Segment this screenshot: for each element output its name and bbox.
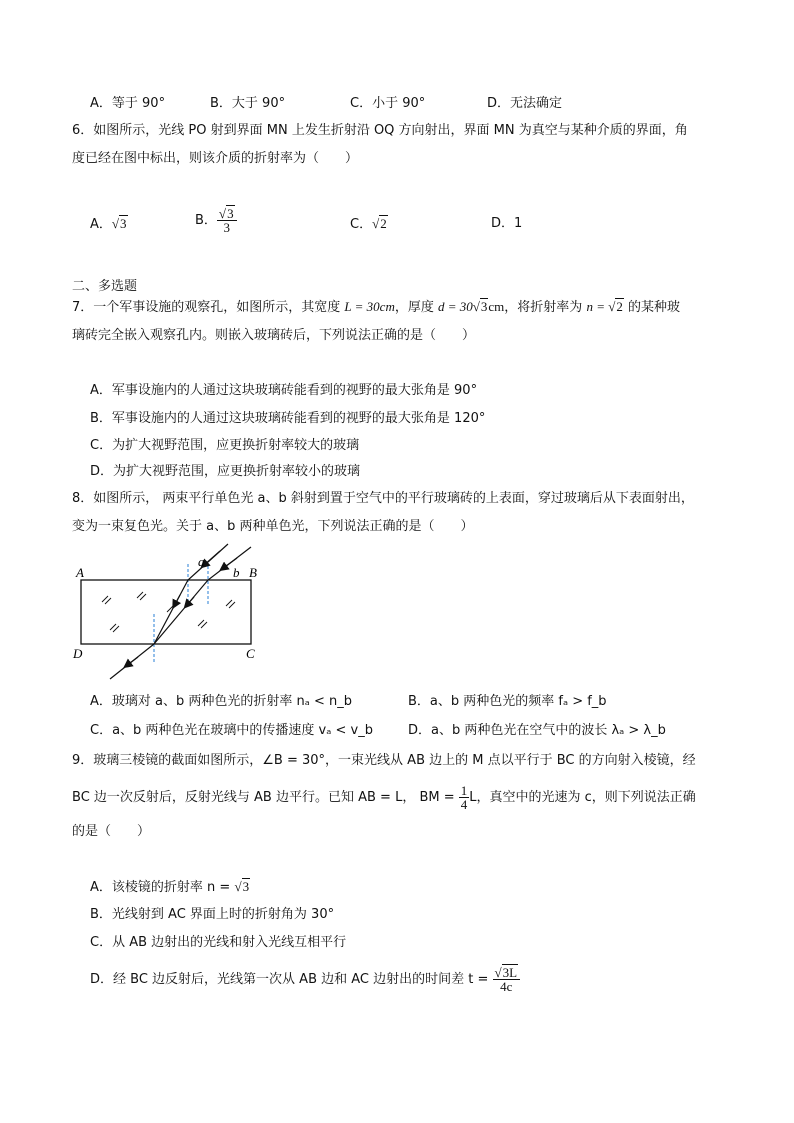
label-C: C	[246, 646, 255, 661]
q5-option-c: C．小于 90°	[350, 96, 426, 111]
q6-option-c	[350, 215, 388, 234]
label-b: b	[233, 565, 240, 580]
q7-width-value: L = 30cm	[344, 299, 395, 314]
q9-option-a-text: A．该棱镜的折射率 n =	[90, 880, 235, 895]
q9-option-d-fraction: $\frac{√3L}{4c}$	[493, 966, 521, 993]
label-D: D	[73, 646, 83, 661]
q7-option-a: A．军事设施内的人通过这块玻璃砖能看到的视野的最大张角是 90°	[90, 383, 478, 398]
sqrt-symbol: √2	[372, 216, 387, 231]
q7-option-c: C．为扩大视野范围，应更换折射率较大的玻璃	[90, 438, 360, 453]
q8-option-d: D．a、b 两种色光在空气中的波长 λₐ > λ_b	[408, 723, 666, 738]
section-title: 二、多选题	[72, 279, 138, 294]
q6-option-a-label: A．	[90, 217, 112, 232]
q6-stem-line2: 度已经在图中标出，则该介质的折射率为（ ）	[72, 151, 359, 166]
q6-option-b-fraction: $\frac{√3}{3}$	[217, 207, 237, 234]
q8-stem-line1: 8．如图所示， 两束平行单色光 a、b 斜射到置于空气中的平行玻璃砖的上表面，穿过玻璃后从下表面射出，	[72, 491, 694, 506]
q6-option-b-numerator: 3	[227, 206, 234, 221]
q8-glass-slab-figure	[70, 540, 270, 685]
q6-option-c-label: C．	[350, 217, 373, 232]
q9-bm-fraction	[459, 784, 470, 811]
q9-option-c: C．从 AB 边射出的光线和射入光线互相平行	[90, 935, 347, 950]
label-B: B	[249, 565, 257, 580]
q9-option-a: A．该棱镜的折射率 n = √3	[90, 879, 250, 895]
q5-option-a: A．等于 90°	[90, 96, 166, 111]
q9-option-d-numerator: 3L	[502, 965, 518, 980]
q6-option-a	[90, 215, 128, 234]
q6-option-c-radicand: 2	[380, 216, 387, 231]
q6-option-a-radicand: 3	[120, 216, 127, 231]
q6-option-d: D．1	[491, 216, 523, 231]
q7-stem-text: ，厚度	[394, 300, 438, 315]
q6-option-b	[195, 207, 237, 234]
q7-stem-line2: 璃砖完全嵌入观察孔内。则嵌入玻璃砖后，下列说法正确的是（ ）	[72, 328, 476, 343]
q7-stem-line1: 7．一个军事设施的观察孔，如图所示，其宽度 L = 30cm，厚度 d = 30√3cm，将折射率为 n = √2 的某种玻	[72, 299, 680, 315]
q7-option-d: D．为扩大视野范围，应更换折射率较小的玻璃	[90, 464, 361, 479]
q9-option-a-radicand: 3	[242, 879, 250, 894]
q9-stem-text: BC 边一次反射后，反射光线与 AB 边平行。已知 AB = L， BM =	[72, 790, 459, 805]
q7-thickness-value: d = 30	[437, 299, 473, 314]
q6-option-b-denominator: 3	[223, 220, 230, 235]
q5-option-b: B．大于 90°	[210, 96, 286, 111]
q8-option-c: C．a、b 两种色光在玻璃中的传播速度 vₐ < v_b	[90, 723, 373, 738]
q8-option-a: A．玻璃对 a、b 两种色光的折射率 nₐ < n_b	[90, 694, 352, 709]
q9-stem-text: L，真空中的光速为 c，则下列说法正确	[469, 790, 696, 805]
q9-stem-line1: 9．玻璃三棱镜的截面如图所示，∠B = 30°，一束光线从 AB 边上的 M 点以平行于 BC 的方向射入棱镜，经	[72, 753, 696, 768]
q9-stem-line3: 的是（ ）	[72, 824, 151, 839]
q9-bm-denominator: 4	[460, 797, 468, 812]
q7-option-b: B．军事设施内的人通过这块玻璃砖能看到的视野的最大张角是 120°	[90, 411, 486, 426]
label-A: A	[76, 565, 84, 580]
q8-stem-line2: 变为一束复色光。关于 a、b 两种单色光，下列说法正确的是（ ）	[72, 519, 474, 534]
q7-index-radicand: 2	[616, 299, 623, 314]
q8-option-b: B．a、b 两种色光的频率 fₐ > f_b	[408, 694, 607, 709]
q7-stem-text: 的某种玻	[623, 300, 680, 315]
q7-stem-text: ，将折射率为	[504, 300, 587, 315]
glass-slab	[81, 580, 251, 644]
ray-a	[154, 544, 228, 644]
q9-option-d-denominator: 4c	[500, 979, 513, 994]
q9-bm-numerator: 1	[460, 783, 468, 798]
q9-option-d-text: D．经 BC 边反射后，光线第一次从 AB 边和 AC 边射出的时间差 t =	[90, 972, 493, 987]
q9-option-b: B．光线射到 AC 界面上时的折射角为 30°	[90, 907, 335, 922]
q6-option-b-label: B．	[195, 213, 217, 228]
q7-stem-text: 7．一个军事设施的观察孔，如图所示，其宽度	[72, 300, 345, 315]
label-a: a	[198, 554, 205, 569]
q9-option-d	[90, 966, 520, 993]
q5-option-d: D．无法确定	[487, 96, 563, 111]
q9-stem-line2	[72, 784, 696, 811]
q7-thickness-unit: cm	[488, 299, 505, 314]
q6-stem-line1: 6．如图所示，光线 PO 射到界面 MN 上发生折射沿 OQ 方向射出，界面 MN 为真空与某种介质的界面，角	[72, 123, 688, 138]
q7-index-value: n =	[586, 299, 609, 314]
q7-thickness-radicand: 3	[480, 299, 488, 314]
sqrt-symbol: √3	[111, 216, 127, 231]
